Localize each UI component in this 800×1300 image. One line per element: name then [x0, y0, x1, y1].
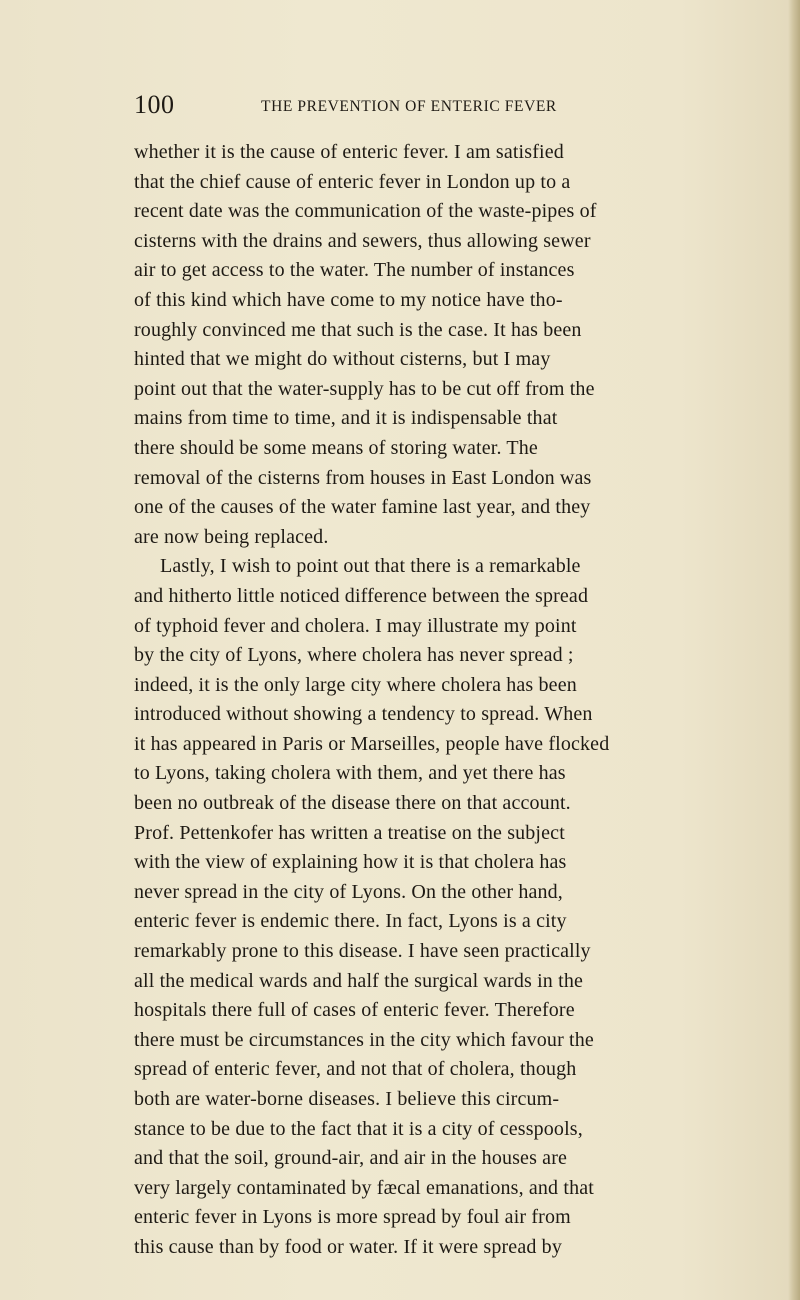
text-line: enteric fever is endemic there. In fact, Lyons is a city — [134, 910, 567, 933]
text-line: and hitherto little noticed difference between the spread — [134, 584, 589, 607]
text-line: very largely contaminated by fæcal emanations, and that — [134, 1176, 594, 1199]
text-line: Prof. Pettenkofer has written a treatise on the subject — [134, 821, 565, 844]
text-line: hinted that we might do without cisterns, but I may — [134, 348, 551, 371]
text-line: stance to be due to the fact that it is a city of cesspools, — [134, 1117, 583, 1140]
body-text — [134, 138, 764, 1263]
text-line: mains from time to time, and it is indispensable that — [134, 407, 558, 430]
text-line: spread of enteric fever, and not that of cholera, though — [134, 1058, 577, 1081]
text-line: recent date was the communication of the waste-pipes of — [134, 200, 597, 223]
text-line: air to get access to the water. The number of instances — [134, 259, 575, 282]
paragraph-first-line: Lastly, I wish to point out that there is a remarkable — [160, 555, 581, 578]
text-line: there should be some means of storing water. The — [134, 436, 538, 459]
page-number: 100 — [134, 90, 175, 119]
text-line: one of the causes of the water famine last year, and they — [134, 496, 591, 519]
text-line: all the medical wards and half the surgical wards in the — [134, 969, 583, 992]
text-line: whether it is the cause of enteric fever. I am satisfied — [134, 141, 564, 163]
text-line: cisterns with the drains and sewers, thus allowing sewer — [134, 229, 591, 252]
running-head: THE PREVENTION OF ENTERIC FEVER — [261, 98, 557, 115]
text-line: with the view of explaining how it is that cholera has — [134, 851, 567, 874]
text-line: that the chief cause of enteric fever in London up to a — [134, 170, 571, 193]
text-line: been no outbreak of the disease there on that account. — [134, 792, 571, 815]
text-line: there must be circumstances in the city which favour the — [134, 1028, 594, 1051]
text-line: this cause than by food or water. If it were spread by — [134, 1235, 562, 1258]
text-line: introduced without showing a tendency to spread. When — [134, 703, 593, 726]
text-line: indeed, it is the only large city where cholera has been — [134, 673, 577, 696]
text-line: both are water-borne diseases. I believe this circum- — [134, 1088, 560, 1110]
text-line: by the city of Lyons, where cholera has never spread ; — [134, 644, 574, 667]
text-line: enteric fever in Lyons is more spread by foul air from — [134, 1206, 571, 1229]
page-header — [134, 88, 646, 122]
text-line: of this kind which have come to my notice have tho- — [134, 288, 563, 311]
text-line: it has appeared in Paris or Marseilles, people have flocked — [134, 732, 610, 755]
text-line: to Lyons, taking cholera with them, and yet there has — [134, 762, 566, 785]
text-line: removal of the cisterns from houses in East London was — [134, 466, 592, 489]
text-line: never spread in the city of Lyons. On the other hand, — [134, 880, 563, 903]
text-line: are now being replaced. — [134, 525, 329, 548]
text-line: of typhoid fever and cholera. I may illustrate my point — [134, 614, 577, 637]
text-line: hospitals there full of cases of enteric fever. Therefore — [134, 999, 575, 1022]
text-line: roughly convinced me that such is the case. It has been — [134, 318, 582, 341]
page-edge-shadow — [788, 0, 800, 1300]
text-line: remarkably prone to this disease. I have seen practically — [134, 940, 591, 963]
text-line: and that the soil, ground-air, and air in the houses are — [134, 1147, 568, 1170]
text-line: point out that the water-supply has to be cut off from the — [134, 377, 595, 400]
